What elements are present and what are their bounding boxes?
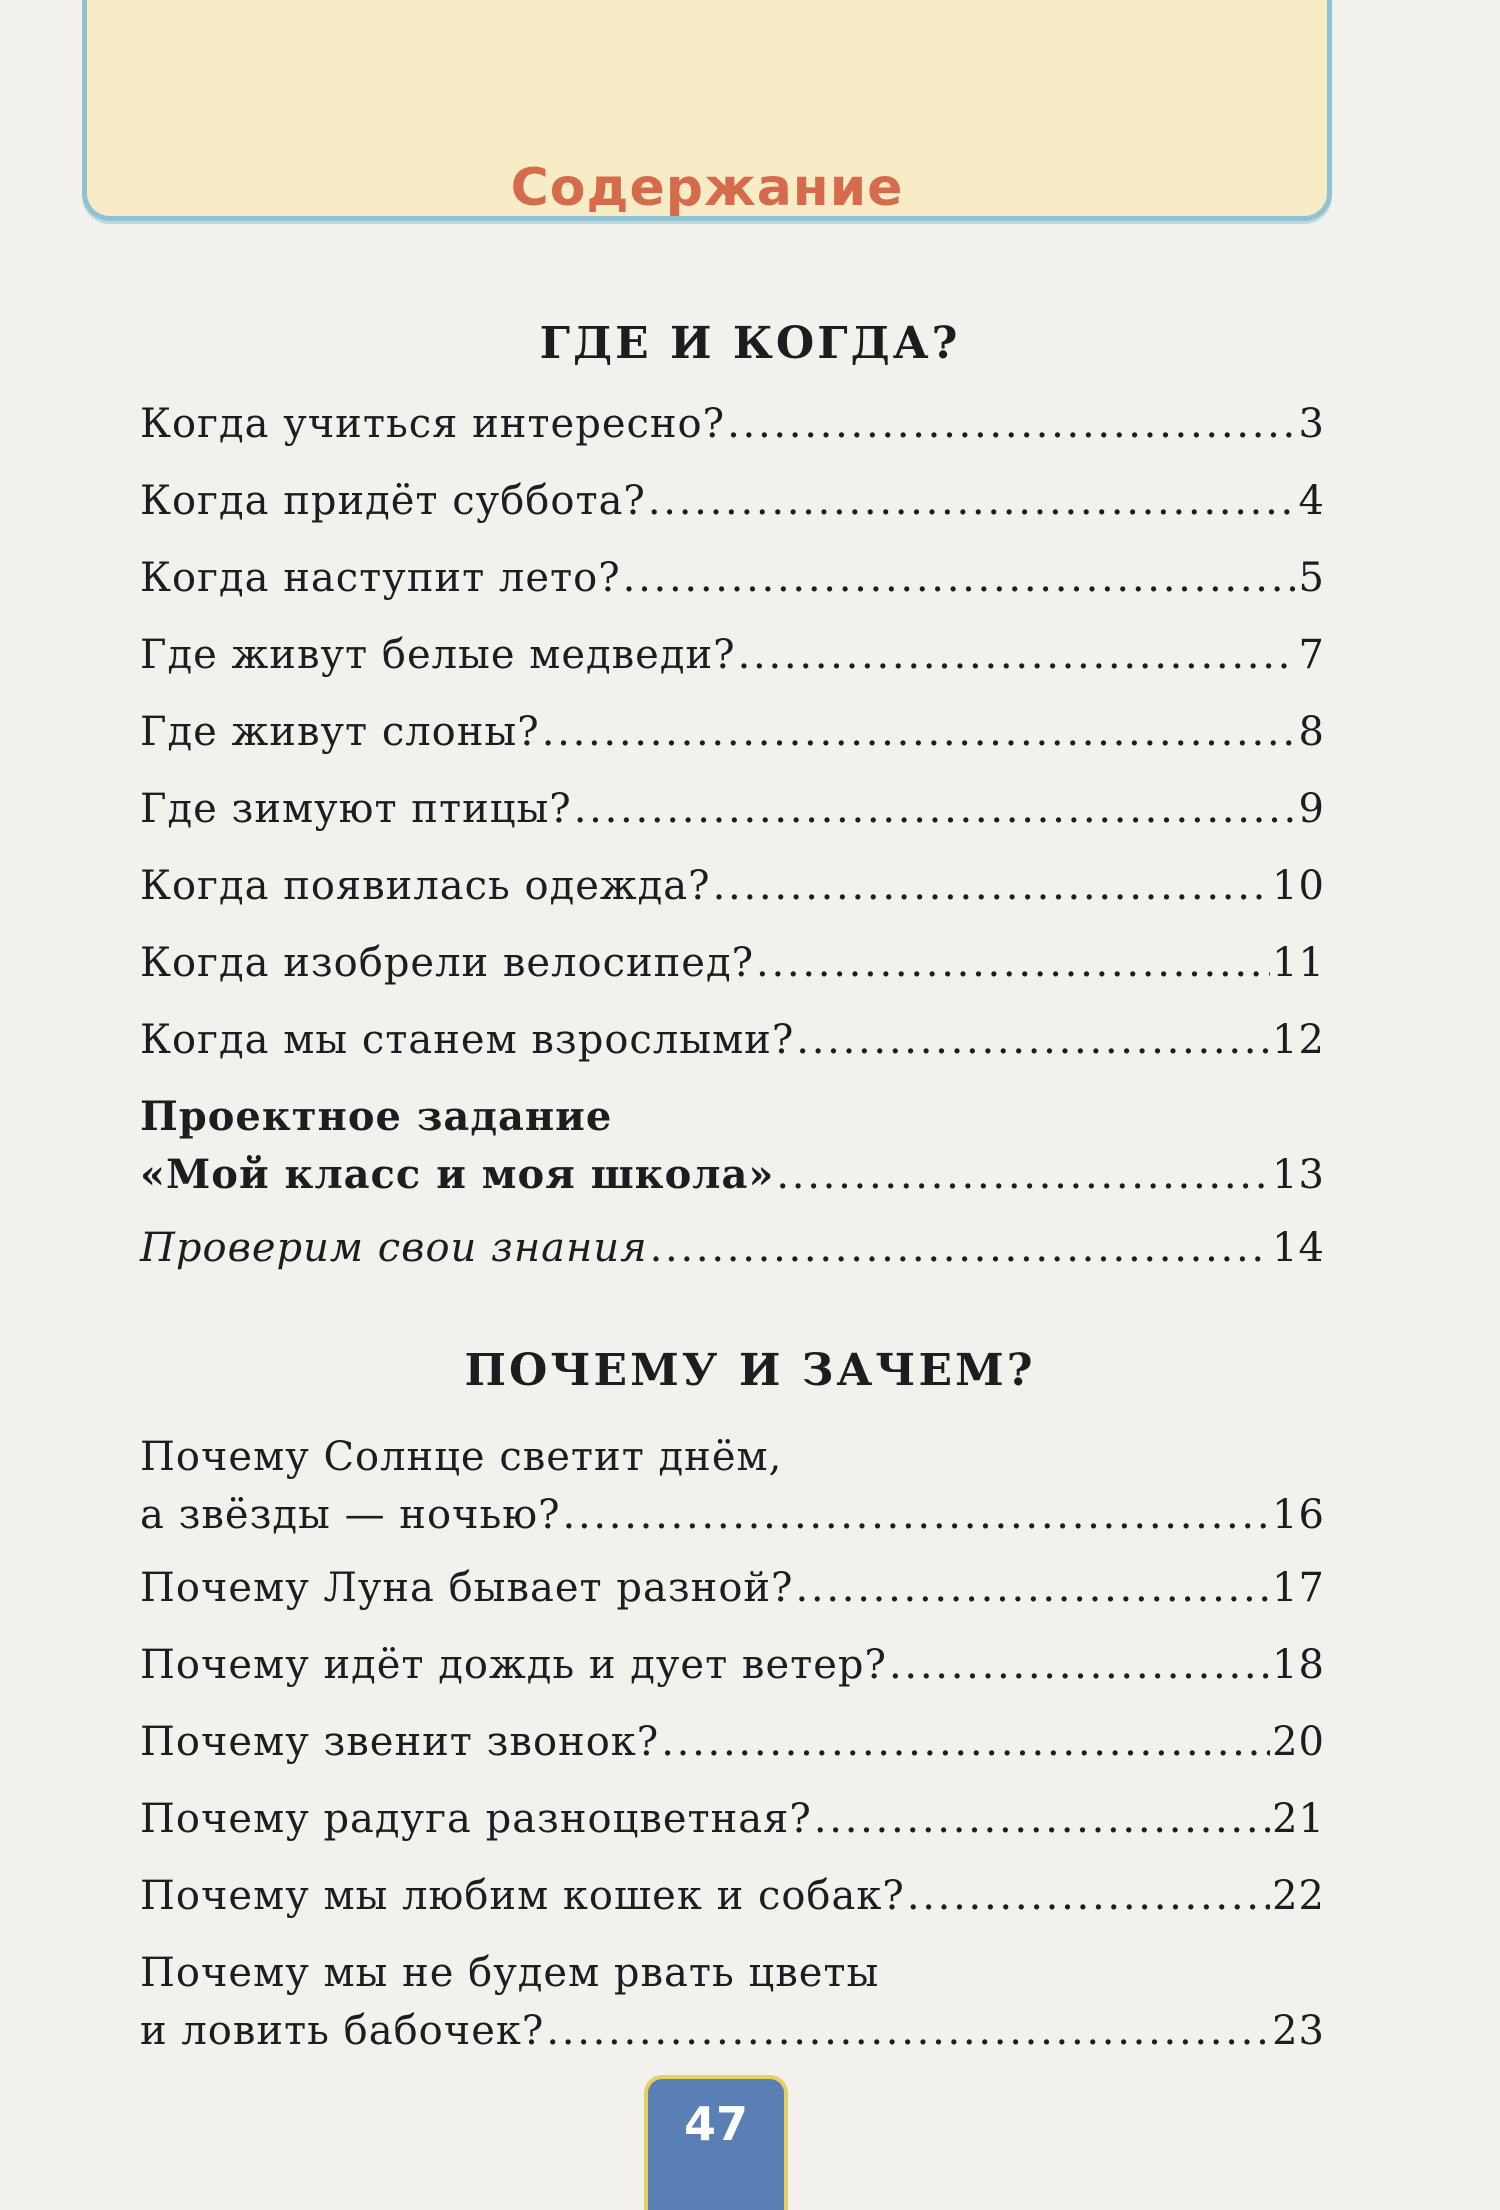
toc-entry-page: 23 — [1272, 2008, 1325, 2054]
toc-entry[interactable] — [140, 934, 1325, 992]
dot-leader — [650, 1219, 1270, 1277]
toc-entry-review[interactable] — [140, 1219, 1325, 1277]
toc-entry-title: Когда учиться интересно? — [140, 401, 726, 447]
toc-entry[interactable] — [140, 857, 1325, 915]
toc-entry-title: Почему звенит звонок? — [140, 1719, 660, 1765]
dot-leader — [796, 1011, 1270, 1069]
header-banner — [82, 0, 1332, 221]
section-heading-why: ПОЧЕМУ И ЗАЧЕМ? — [464, 1345, 1036, 1396]
toc-entry-title: Когда появилась одежда? — [140, 863, 711, 909]
toc-entry-title: Почему Луна бывает разной? — [140, 1565, 794, 1611]
dot-leader — [546, 2002, 1270, 2060]
dot-leader — [563, 1486, 1271, 1544]
page-number-badge: 47 — [644, 2075, 788, 2210]
toc-entry-title: Почему радуга разноцветная? — [140, 1796, 812, 1842]
dot-leader — [907, 1867, 1270, 1925]
dot-leader — [889, 1636, 1270, 1694]
toc-entry-title: Когда мы станем взрослыми? — [140, 1017, 795, 1063]
toc-entry-page: 8 — [1298, 709, 1325, 755]
toc-entry-title: а звёзды — ночью? — [140, 1492, 561, 1538]
toc-entry-title: Где зимуют птицы? — [140, 786, 572, 832]
toc-entry[interactable] — [140, 703, 1325, 761]
toc-entry-page: 12 — [1272, 1017, 1325, 1063]
toc-entry[interactable] — [140, 395, 1325, 453]
dot-leader — [814, 1790, 1270, 1848]
toc-entry[interactable] — [140, 549, 1325, 607]
toc-entry-page: 17 — [1272, 1565, 1325, 1611]
toc-entry-title: Когда изобрели велосипед? — [140, 940, 755, 986]
dot-leader — [661, 1713, 1270, 1771]
toc-entry-page: 16 — [1272, 1492, 1325, 1538]
toc-entry-title-line1: Почему мы не будем рвать цветы — [140, 1950, 880, 1996]
dot-leader — [727, 395, 1296, 453]
dot-leader — [542, 703, 1297, 761]
toc-entry-title: и ловить бабочек? — [140, 2008, 545, 2054]
toc-entry[interactable] — [140, 1944, 1325, 2060]
toc-entry-page: 22 — [1272, 1873, 1325, 1919]
toc-entry[interactable] — [140, 626, 1325, 684]
toc-entry-page: 14 — [1272, 1225, 1325, 1271]
toc-entry-title: Проверим свои знания — [140, 1225, 648, 1271]
toc-entry-page: 11 — [1272, 940, 1325, 986]
dot-leader — [738, 626, 1297, 684]
toc-entry-title-line1: Проектное задание — [140, 1093, 613, 1140]
toc-entry[interactable] — [140, 1790, 1325, 1848]
toc-entry-title: Где живут белые медведи? — [140, 632, 736, 678]
toc-entry-page: 5 — [1298, 555, 1325, 601]
toc-entry-page: 18 — [1272, 1642, 1325, 1688]
toc-entry[interactable] — [140, 780, 1325, 838]
toc-entry-page: 4 — [1298, 478, 1325, 524]
toc-entry-page: 21 — [1272, 1796, 1325, 1842]
dot-leader — [713, 857, 1270, 915]
toc-entry-page: 13 — [1272, 1152, 1325, 1198]
toc-entry[interactable] — [140, 1867, 1325, 1925]
page-title: Содержание — [510, 158, 904, 218]
dot-leader — [796, 1559, 1271, 1617]
toc-entry[interactable] — [140, 1713, 1325, 1771]
toc-entry-title: Почему мы любим кошек и собак? — [140, 1873, 905, 1919]
toc-entry[interactable] — [140, 1636, 1325, 1694]
toc-entry-title: Когда наступит лето? — [140, 555, 621, 601]
toc-entry-title-line1: Почему Солнце светит днём, — [140, 1434, 783, 1480]
dot-leader — [776, 1146, 1270, 1204]
toc-entry-page: 3 — [1298, 401, 1325, 447]
toc-entry-page: 20 — [1272, 1719, 1325, 1765]
toc-entry-title: Почему идёт дождь и дует ветер? — [140, 1642, 887, 1688]
toc-entry[interactable] — [140, 1428, 1325, 1544]
section-heading-where-when: ГДЕ И КОГДА? — [539, 318, 961, 369]
toc-entry[interactable] — [140, 472, 1325, 530]
dot-leader — [648, 472, 1297, 530]
toc-entry-project[interactable] — [140, 1088, 1325, 1204]
toc-entry[interactable] — [140, 1559, 1325, 1617]
toc-entry-page: 10 — [1272, 863, 1325, 909]
dot-leader — [623, 549, 1297, 607]
toc-entry-title: Где живут слоны? — [140, 709, 540, 755]
toc-entry-title: Когда придёт суббота? — [140, 478, 646, 524]
toc-entry-page: 9 — [1298, 786, 1325, 832]
toc-entry[interactable] — [140, 1011, 1325, 1069]
dot-leader — [756, 934, 1270, 992]
toc-entry-title: «Мой класс и моя школа» — [140, 1151, 775, 1198]
dot-leader — [574, 780, 1297, 838]
toc-entry-page: 7 — [1298, 632, 1325, 678]
